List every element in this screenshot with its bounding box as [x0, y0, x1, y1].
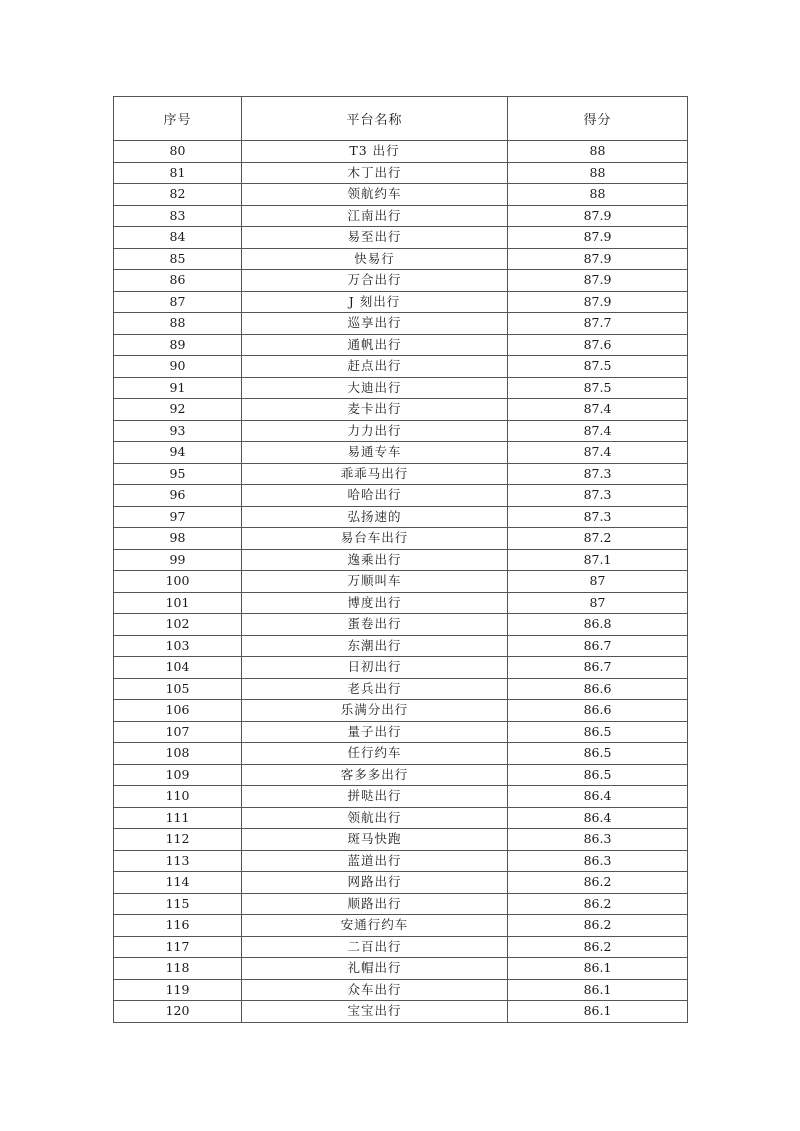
row-index: 95 [114, 463, 242, 485]
row-platform-name: 老兵出行 [242, 678, 508, 700]
table-row [114, 334, 688, 356]
row-score: 86.3 [508, 850, 688, 872]
row-score: 86.1 [508, 958, 688, 980]
table-row [114, 936, 688, 958]
row-platform-name: 乐满分出行 [242, 700, 508, 722]
row-index: 87 [114, 291, 242, 313]
row-platform-name: 易台车出行 [242, 528, 508, 550]
row-index: 105 [114, 678, 242, 700]
row-index: 90 [114, 356, 242, 378]
row-score: 86.6 [508, 700, 688, 722]
row-index: 97 [114, 506, 242, 528]
table-row [114, 248, 688, 270]
table-row [114, 979, 688, 1001]
row-index: 112 [114, 829, 242, 851]
row-platform-name: 东潮出行 [242, 635, 508, 657]
row-platform-name: 量子出行 [242, 721, 508, 743]
row-index: 92 [114, 399, 242, 421]
row-platform-name: 弘扬速的 [242, 506, 508, 528]
row-index: 111 [114, 807, 242, 829]
row-score: 87.5 [508, 356, 688, 378]
row-score: 87.1 [508, 549, 688, 571]
table-row [114, 291, 688, 313]
row-platform-name: 客多多出行 [242, 764, 508, 786]
table-row [114, 528, 688, 550]
row-platform-name: 哈哈出行 [242, 485, 508, 507]
header-score: 得分 [508, 97, 688, 141]
table-row [114, 743, 688, 765]
table-row [114, 205, 688, 227]
row-platform-name: J 刻出行 [242, 291, 508, 313]
table-row [114, 313, 688, 335]
row-index: 88 [114, 313, 242, 335]
row-platform-name: 顺路出行 [242, 893, 508, 915]
row-score: 86.4 [508, 786, 688, 808]
row-index: 104 [114, 657, 242, 679]
table-row [114, 592, 688, 614]
row-platform-name: 巡享出行 [242, 313, 508, 335]
row-score: 86.2 [508, 915, 688, 937]
row-score: 87.3 [508, 463, 688, 485]
row-platform-name: 礼帽出行 [242, 958, 508, 980]
table-row [114, 678, 688, 700]
row-index: 115 [114, 893, 242, 915]
table-row [114, 1001, 688, 1023]
platform-score-table [113, 96, 688, 1023]
table-row [114, 786, 688, 808]
table-row [114, 807, 688, 829]
row-platform-name: 网路出行 [242, 872, 508, 894]
row-platform-name: 大迪出行 [242, 377, 508, 399]
row-platform-name: 领航约车 [242, 184, 508, 206]
row-platform-name: 二百出行 [242, 936, 508, 958]
row-platform-name: 领航出行 [242, 807, 508, 829]
row-score: 86.1 [508, 979, 688, 1001]
row-score: 87.5 [508, 377, 688, 399]
row-platform-name: 安通行约车 [242, 915, 508, 937]
row-score: 86.7 [508, 635, 688, 657]
table-row [114, 399, 688, 421]
table-row [114, 614, 688, 636]
row-index: 102 [114, 614, 242, 636]
row-platform-name: 蛋卷出行 [242, 614, 508, 636]
row-index: 113 [114, 850, 242, 872]
table-row [114, 872, 688, 894]
row-platform-name: 麦卡出行 [242, 399, 508, 421]
row-platform-name: 赶点出行 [242, 356, 508, 378]
header-index: 序号 [114, 97, 242, 141]
row-index: 98 [114, 528, 242, 550]
row-index: 91 [114, 377, 242, 399]
row-platform-name: 逸乘出行 [242, 549, 508, 571]
row-score: 87.9 [508, 227, 688, 249]
row-index: 89 [114, 334, 242, 356]
row-platform-name: 拼哒出行 [242, 786, 508, 808]
table-row [114, 485, 688, 507]
row-platform-name: 博度出行 [242, 592, 508, 614]
row-index: 96 [114, 485, 242, 507]
row-score: 86.5 [508, 721, 688, 743]
row-index: 99 [114, 549, 242, 571]
row-score: 87 [508, 592, 688, 614]
header-row [114, 97, 688, 141]
row-platform-name: 万合出行 [242, 270, 508, 292]
table-row [114, 915, 688, 937]
row-index: 85 [114, 248, 242, 270]
table-row [114, 829, 688, 851]
row-score: 87.7 [508, 313, 688, 335]
row-platform-name: 任行约车 [242, 743, 508, 765]
table-row [114, 764, 688, 786]
row-platform-name: 乖乖马出行 [242, 463, 508, 485]
row-index: 117 [114, 936, 242, 958]
row-score: 87.4 [508, 399, 688, 421]
table-row [114, 227, 688, 249]
row-index: 106 [114, 700, 242, 722]
row-index: 118 [114, 958, 242, 980]
row-platform-name: T3 出行 [242, 141, 508, 163]
table-row [114, 958, 688, 980]
row-platform-name: 力力出行 [242, 420, 508, 442]
row-platform-name: 易至出行 [242, 227, 508, 249]
table-row [114, 356, 688, 378]
table-row [114, 162, 688, 184]
table-row [114, 571, 688, 593]
row-index: 116 [114, 915, 242, 937]
row-index: 107 [114, 721, 242, 743]
row-index: 103 [114, 635, 242, 657]
row-score: 86.2 [508, 936, 688, 958]
row-score: 86.2 [508, 893, 688, 915]
table-row [114, 700, 688, 722]
row-score: 86.5 [508, 743, 688, 765]
table-row [114, 377, 688, 399]
row-index: 100 [114, 571, 242, 593]
table-row [114, 721, 688, 743]
row-score: 88 [508, 141, 688, 163]
table-header [114, 97, 688, 141]
row-score: 86.8 [508, 614, 688, 636]
row-index: 114 [114, 872, 242, 894]
row-index: 101 [114, 592, 242, 614]
row-score: 86.5 [508, 764, 688, 786]
row-platform-name: 易通专车 [242, 442, 508, 464]
row-index: 108 [114, 743, 242, 765]
row-index: 110 [114, 786, 242, 808]
row-score: 87.4 [508, 442, 688, 464]
row-score: 86.1 [508, 1001, 688, 1023]
row-index: 120 [114, 1001, 242, 1023]
row-score: 86.2 [508, 872, 688, 894]
row-platform-name: 快易行 [242, 248, 508, 270]
row-index: 83 [114, 205, 242, 227]
row-score: 86.6 [508, 678, 688, 700]
table-row [114, 549, 688, 571]
row-score: 87.9 [508, 291, 688, 313]
row-score: 87.4 [508, 420, 688, 442]
table-row [114, 506, 688, 528]
row-platform-name: 日初出行 [242, 657, 508, 679]
table-row [114, 657, 688, 679]
row-platform-name: 万顺叫车 [242, 571, 508, 593]
table-row [114, 635, 688, 657]
row-score: 87.3 [508, 506, 688, 528]
table-body [114, 141, 688, 1023]
table-row [114, 463, 688, 485]
table-row [114, 420, 688, 442]
row-index: 84 [114, 227, 242, 249]
row-platform-name: 斑马快跑 [242, 829, 508, 851]
row-score: 87.6 [508, 334, 688, 356]
table-row [114, 893, 688, 915]
row-platform-name: 蓝道出行 [242, 850, 508, 872]
header-platform-name: 平台名称 [242, 97, 508, 141]
row-score: 86.3 [508, 829, 688, 851]
table-row [114, 270, 688, 292]
table-row [114, 850, 688, 872]
row-score: 88 [508, 184, 688, 206]
row-platform-name: 江南出行 [242, 205, 508, 227]
row-score: 86.4 [508, 807, 688, 829]
row-platform-name: 木丁出行 [242, 162, 508, 184]
row-platform-name: 通帆出行 [242, 334, 508, 356]
row-index: 119 [114, 979, 242, 1001]
row-score: 87.9 [508, 270, 688, 292]
row-index: 109 [114, 764, 242, 786]
row-score: 88 [508, 162, 688, 184]
row-index: 86 [114, 270, 242, 292]
row-index: 81 [114, 162, 242, 184]
row-score: 87.2 [508, 528, 688, 550]
row-score: 87 [508, 571, 688, 593]
table-row [114, 141, 688, 163]
row-platform-name: 众车出行 [242, 979, 508, 1001]
row-index: 94 [114, 442, 242, 464]
row-index: 82 [114, 184, 242, 206]
row-score: 87.9 [508, 205, 688, 227]
row-score: 87.9 [508, 248, 688, 270]
row-score: 86.7 [508, 657, 688, 679]
row-index: 80 [114, 141, 242, 163]
table-row [114, 442, 688, 464]
row-score: 87.3 [508, 485, 688, 507]
row-platform-name: 宝宝出行 [242, 1001, 508, 1023]
table-row [114, 184, 688, 206]
row-index: 93 [114, 420, 242, 442]
